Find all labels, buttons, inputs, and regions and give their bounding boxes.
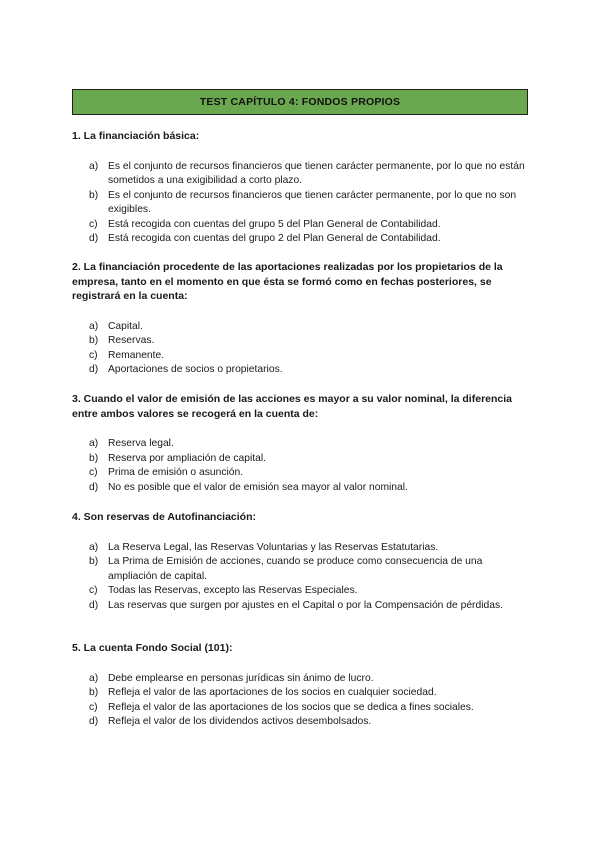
question-text: 5. La cuenta Fondo Social (101):: [72, 642, 233, 654]
option-d: d) Las reservas que surgen por ajustes en el Capital o por la Compensación de pérdidas.: [89, 599, 503, 611]
option-a: a) La Reserva Legal, las Reservas Voluntarias y las Reservas Estatutarias.: [89, 541, 439, 553]
page-title: TEST CAPÍTULO 4: FONDOS PROPIOS: [72, 89, 528, 115]
options-list: [72, 672, 532, 730]
option-a: a) Es el conjunto de recursos financieros que tienen carácter permanente, por lo que no están sometidos a una exigibilidad a corto plazo.: [89, 160, 525, 186]
option-a: a) Debe emplearse en personas jurídicas sin ánimo de lucro.: [89, 672, 374, 684]
option-b: b) Reservas.: [89, 335, 155, 346]
option-a: a) Reserva legal.: [89, 438, 174, 449]
option-d: d) No es posible que el valor de emisión sea mayor al valor nominal.: [89, 481, 408, 493]
option-b: b) La Prima de Emisión de acciones, cuando se produce como consecuencia de una ampliación de capital.: [89, 556, 483, 582]
question-4: [72, 510, 532, 613]
options-list: [72, 160, 532, 247]
question-text: 2. La financiación procedente de las aportaciones realizadas por los propietarios de la empresa, tanto en el momento en que ésta se formó como en fechas posteriores, se registrará en la cuenta:: [72, 261, 503, 302]
option-b: b) Refleja el valor de las aportaciones de los socios en cualquier sociedad.: [89, 687, 437, 698]
option-b: b) Es el conjunto de recursos financieros que tienen carácter permanente, por lo que no son exigibles.: [89, 189, 517, 215]
question-text: 1. La financiación básica:: [72, 130, 200, 142]
question-2: [72, 260, 532, 378]
option-d: d) Refleja el valor de los dividendos activos desembolsados.: [89, 716, 372, 727]
option-c: c) Está recogida con cuentas del grupo 5 del Plan General de Contabilidad.: [89, 218, 441, 230]
option-a: a) Capital.: [89, 320, 143, 332]
option-d: d) Aportaciones de socios o propietarios.: [89, 364, 283, 375]
question-3: [72, 392, 532, 495]
option-c: c) Remanente.: [89, 349, 165, 361]
option-c: c) Todas las Reservas, excepto las Reservas Especiales.: [89, 585, 358, 596]
option-c: c) Prima de emisión o asunción.: [89, 467, 244, 478]
question-5: [72, 641, 532, 730]
options-list: [72, 437, 532, 495]
question-text: 4. Son reservas de Autofinanciación:: [72, 511, 256, 523]
option-d: d) Está recogida con cuentas del grupo 2 del Plan General de Contabilidad.: [89, 233, 441, 244]
question-1: [72, 129, 532, 247]
options-list: [72, 541, 532, 614]
option-b: b) Reserva por ampliación de capital.: [89, 452, 266, 464]
question-text: 3. Cuando el valor de emisión de las acciones es mayor a su valor nominal, la diferencia entre ambos valores se recogerá en la cuenta de:: [72, 393, 513, 420]
option-c: c) Refleja el valor de las aportaciones de los socios que se dedica a fines sociales.: [89, 701, 474, 713]
options-list: [72, 320, 532, 378]
